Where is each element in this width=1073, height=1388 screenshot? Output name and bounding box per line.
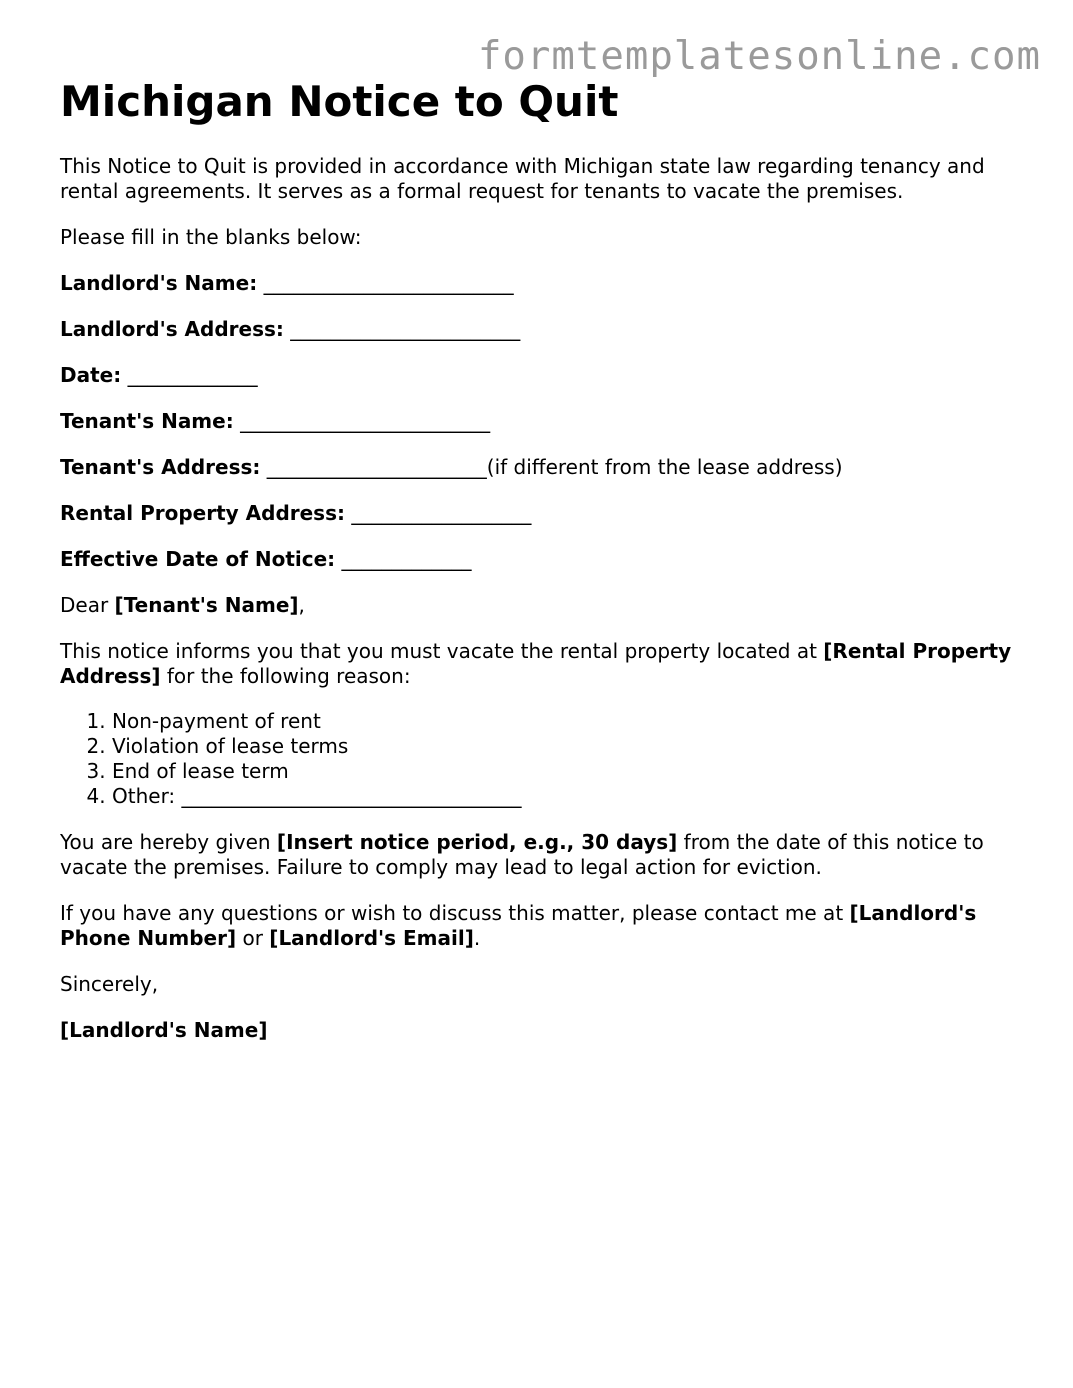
field-landlord-name	[60, 271, 1020, 296]
notice-text: for the following reason:	[160, 664, 411, 688]
field-label: Landlord's Address:	[60, 317, 284, 341]
blank-line: _________________________	[263, 271, 514, 295]
field-label: Date:	[60, 363, 122, 387]
blank-line: _______________________	[290, 317, 521, 341]
field-date	[60, 363, 1020, 388]
notice-text: This notice informs you that you must vacate the rental property located at	[60, 639, 824, 663]
blank-line: _________________________	[240, 409, 491, 433]
field-label: Tenant's Address:	[60, 455, 261, 479]
contact-text: If you have any questions or wish to discuss this matter, please contact me at	[60, 901, 850, 925]
email-placeholder: [Landlord's Email]	[269, 926, 474, 950]
field-landlord-address	[60, 317, 1020, 342]
greeting-prefix: Dear	[60, 593, 115, 617]
closing: Sincerely,	[60, 972, 159, 996]
blank-line: _____________	[341, 547, 472, 571]
period-text: You are hereby given	[60, 830, 277, 854]
page-title: Michigan Notice to Quit	[60, 77, 619, 126]
greeting	[60, 593, 1020, 618]
signature	[60, 1018, 1020, 1043]
list-item: 4. Other: __________________________________	[112, 784, 1020, 809]
list-item: 3. End of lease term	[112, 759, 1020, 784]
tenant-name-placeholder: [Tenant's Name]	[114, 593, 299, 617]
instruction-text: Please fill in the blanks below:	[60, 225, 362, 249]
period-paragraph	[60, 830, 1020, 880]
landlord-name-placeholder: [Landlord's Name]	[60, 1018, 268, 1042]
phone-placeholder: [Landlord's Phone Number]	[60, 901, 977, 950]
field-label: Tenant's Name:	[60, 409, 234, 433]
field-tenant-name	[60, 409, 1020, 434]
notice-period-placeholder: [Insert notice period, e.g., 30 days]	[276, 830, 678, 854]
contact-paragraph	[60, 901, 1020, 951]
field-label: Effective Date of Notice:	[60, 547, 336, 571]
field-note: (if different from the lease address)	[486, 455, 843, 479]
intro-paragraph: This Notice to Quit is provided in accordance with Michigan state law regarding tenancy and rental agreements. It serves as a formal request for tenants to vacate the premises.	[60, 154, 985, 203]
blank-line: __________________	[351, 501, 532, 525]
period-text: from the date of this notice to vacate the premises. Failure to comply may lead to legal action for eviction.	[60, 830, 984, 879]
field-tenant-address	[60, 455, 1020, 480]
list-item: 2. Violation of lease terms	[112, 734, 1020, 759]
blank-line: _____________	[127, 363, 258, 387]
greeting-suffix: ,	[298, 593, 305, 617]
contact-text: or	[236, 926, 270, 950]
document-page	[60, 76, 1020, 1043]
field-effective-date	[60, 547, 1020, 572]
property-address-placeholder: [Rental Property Address]	[60, 639, 1012, 688]
list-item: 1. Non-payment of rent	[112, 709, 1020, 734]
notice-paragraph	[60, 639, 1020, 689]
watermark: formtemplatesonline.com	[477, 34, 1041, 79]
field-label: Rental Property Address:	[60, 501, 345, 525]
reason-list	[60, 709, 1020, 809]
blank-line: ______________________	[266, 455, 487, 479]
field-label: Landlord's Name:	[60, 271, 258, 295]
field-rental-property-address	[60, 501, 1020, 526]
contact-text: .	[473, 926, 481, 950]
